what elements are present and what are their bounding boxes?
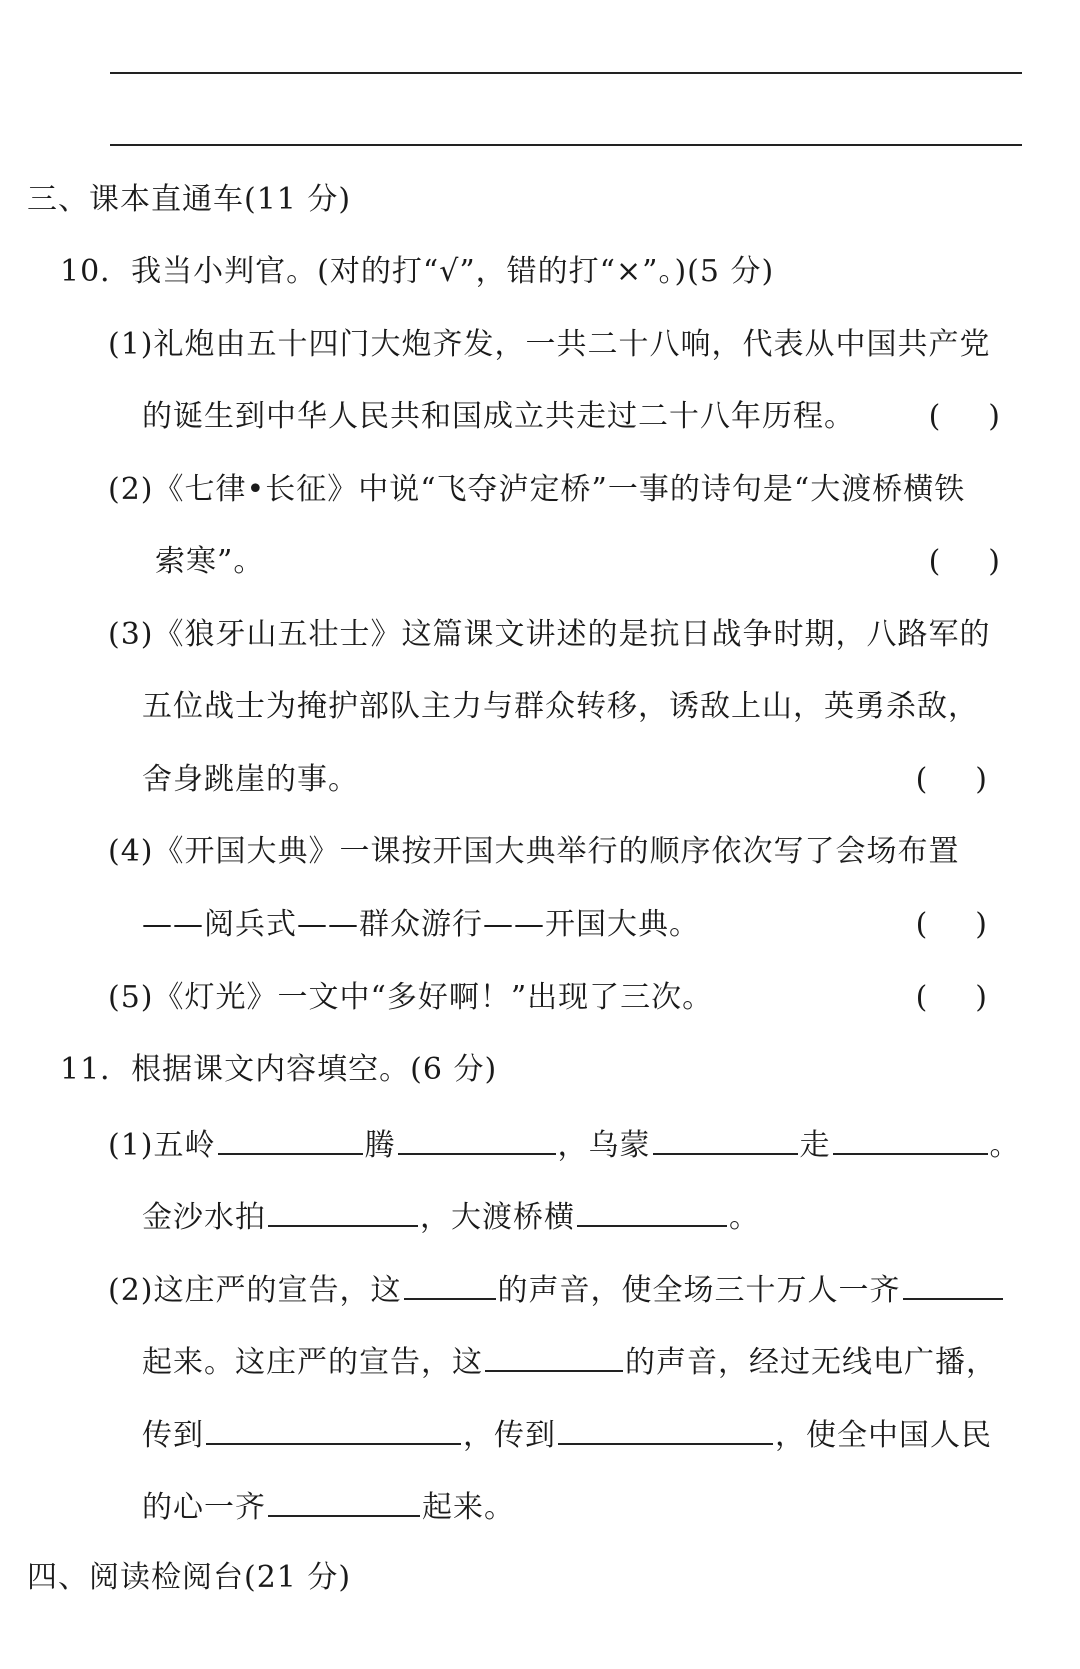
blank-12[interactable]: [268, 1485, 420, 1517]
q11-p2-text-i: 起来。: [422, 1490, 515, 1525]
blank-11[interactable]: [558, 1413, 773, 1445]
q10-item-3-answer-box[interactable]: ( ): [915, 762, 987, 797]
blank-1[interactable]: [218, 1123, 363, 1155]
q10-item-3-line-2: 五位战士为掩护部队主力与群众转移，诱敌上山，英勇杀敌，: [142, 689, 979, 724]
q10-item-4-line-2: ——阅兵式——群众游行——开国大典。: [142, 907, 700, 942]
q10-title: 10．我当小判官。(对的打“√”，错的打“×”。)(5 分): [60, 254, 775, 289]
q10-item-2-line-1: (2)《七律•长征》中说“飞夺泸定桥”一事的诗句是“大渡桥横铁: [108, 472, 966, 507]
blank-4[interactable]: [833, 1123, 988, 1155]
q11-p1-text-e: 。: [989, 1128, 1021, 1163]
blank-8[interactable]: [903, 1268, 1003, 1300]
q10-item-1-line-1: (1)礼炮由五十四门大炮齐发，一共二十八响，代表从中国共产党: [108, 327, 991, 362]
q11-p1-text-a: (1)五岭: [108, 1128, 216, 1163]
q11-p1-text-h: 。: [729, 1200, 760, 1235]
q11-p2-text-a: (2)这庄严的宣告，这: [108, 1273, 402, 1308]
q11-p2-text-d: 的声音，经过无线电广播，: [625, 1345, 997, 1380]
blank-9[interactable]: [485, 1340, 623, 1372]
blank-7[interactable]: [404, 1268, 496, 1300]
answer-line-1[interactable]: [110, 72, 1022, 74]
q10-item-3-line-1: (3)《狼牙山五壮士》这篇课文讲述的是抗日战争时期，八路军的: [108, 617, 991, 652]
q11-p1-text-b: 腾: [364, 1128, 396, 1163]
blank-2[interactable]: [398, 1123, 556, 1155]
blank-10[interactable]: [206, 1413, 461, 1445]
q11-p2-text-e: 传到: [142, 1418, 204, 1453]
q10-item-5-line-1: (5)《灯光》一文中“多好啊！”出现了三次。: [108, 980, 714, 1015]
q11-p1-text-c: ，乌蒙: [557, 1128, 651, 1163]
q11-p1-line-2: [142, 1195, 760, 1238]
q10-item-4-answer-box[interactable]: ( ): [915, 907, 987, 942]
q10-item-2-answer-box[interactable]: ( ): [928, 544, 1000, 579]
q11-p1-text-f: 金沙水拍: [142, 1200, 266, 1235]
q11-p2-text-h: 的心一齐: [142, 1490, 266, 1525]
q11-p2-text-c: 起来。这庄严的宣告，这: [142, 1345, 483, 1380]
q11-p1-text-g: ，大渡桥横: [420, 1200, 575, 1235]
q11-p2-line-1: [108, 1268, 1005, 1311]
blank-6[interactable]: [577, 1195, 727, 1227]
q11-title: 11．根据课文内容填空。(6 分): [60, 1052, 498, 1087]
q10-item-1-line-2: 的诞生到中华人民共和国成立共走过二十八年历程。: [142, 399, 855, 434]
q11-p2-text-g: ，使全中国人民: [775, 1418, 992, 1453]
q11-p2-line-3: [142, 1413, 992, 1456]
section-3-title: 三、课本直通车(11 分): [27, 182, 352, 217]
q11-p2-line-4: [142, 1485, 515, 1528]
q10-item-1-answer-box[interactable]: ( ): [928, 399, 1000, 434]
q11-p1-line-1: [108, 1123, 1021, 1166]
q11-p2-line-2: [142, 1340, 997, 1383]
q10-item-5-answer-box[interactable]: ( ): [915, 980, 987, 1015]
q10-item-2-line-2: 索寒”。: [155, 544, 265, 579]
answer-line-2[interactable]: [110, 144, 1022, 146]
q11-p2-text-f: ，传到: [463, 1418, 556, 1453]
q10-item-3-line-3: 舍身跳崖的事。: [142, 762, 359, 797]
section-4-title: 四、阅读检阅台(21 分): [27, 1560, 352, 1595]
q11-p1-text-d: 走: [799, 1128, 831, 1163]
blank-5[interactable]: [268, 1195, 418, 1227]
blank-3[interactable]: [653, 1123, 798, 1155]
q10-item-4-line-1: (4)《开国大典》一课按开国大典举行的顺序依次写了会场布置: [108, 834, 960, 869]
q11-p2-text-b: 的声音，使全场三十万人一齐: [497, 1273, 901, 1308]
